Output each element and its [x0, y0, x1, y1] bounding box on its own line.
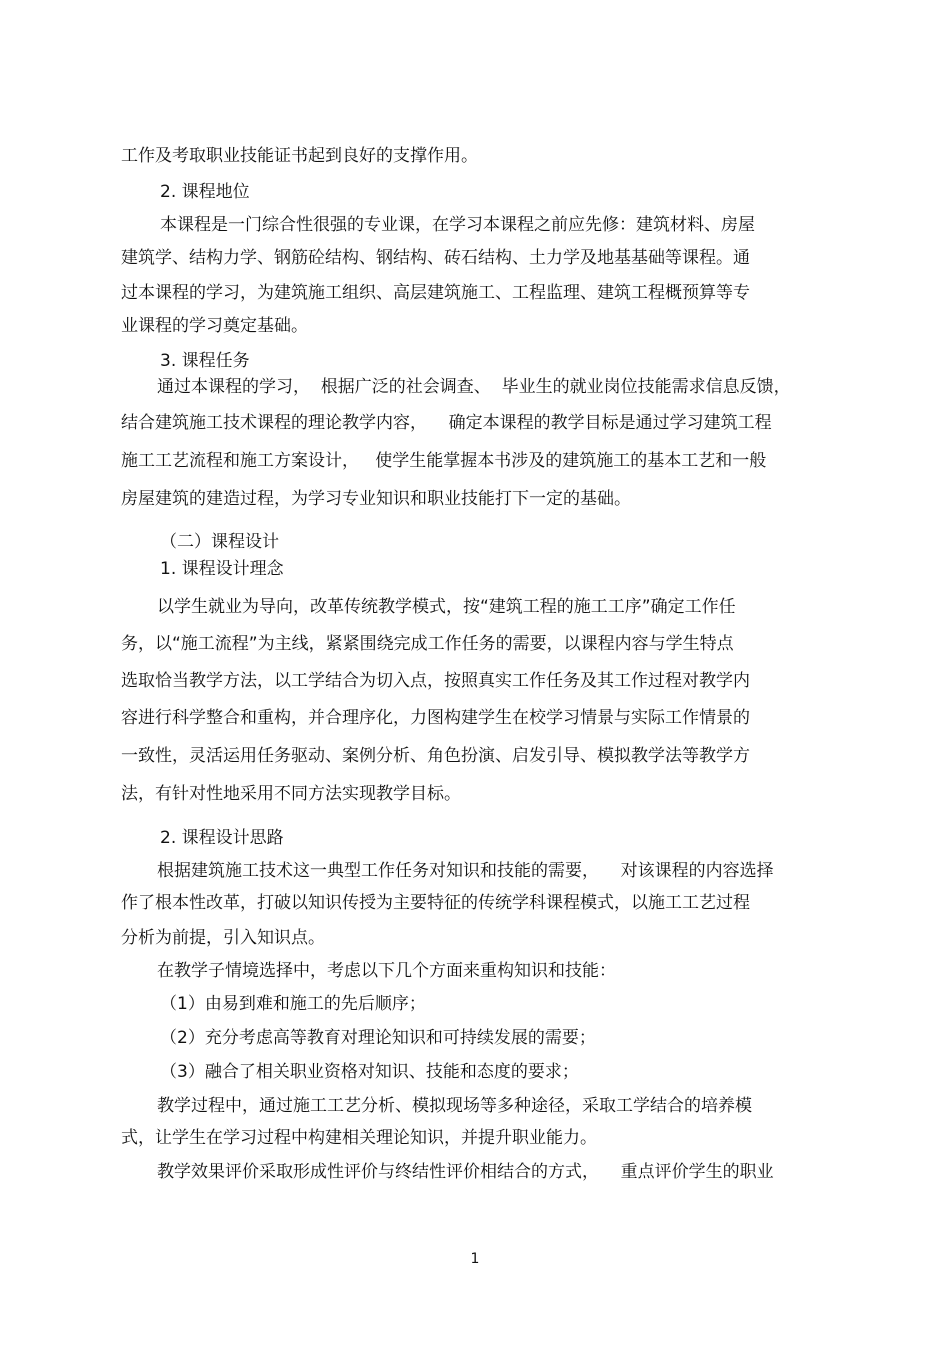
list-item: （1）由易到难和施工的先后顺序；	[160, 994, 426, 1014]
text-line: 作了根本性改革，打破以知识传授为主要特征的传统学科课程模式，以施工工艺过程	[121, 893, 750, 913]
text-line: 房屋建筑的建造过程，为学习专业知识和职业技能打下一定的基础。	[121, 489, 631, 509]
text-line: 法，有针对性地采用不同方法实现教学目标。	[121, 784, 461, 804]
section-heading: 1. 课程设计理念	[160, 559, 284, 579]
text-line: 选取恰当教学方法，以工学结合为切入点，按照真实工作任务及其工作过程对教学内	[121, 671, 750, 691]
text-line: 在教学子情境选择中，考虑以下几个方面来重构知识和技能：	[157, 961, 616, 981]
text-line: 容进行科学整合和重构，并合理序化，力图构建学生在校学习情景与实际工作情景的	[121, 708, 750, 728]
text-line: 工作及考取职业技能证书起到良好的支撑作用。	[121, 146, 478, 166]
section-heading: （二）课程设计	[160, 532, 279, 552]
text-line: 施工工艺流程和施工方案设计， 使学生能掌握本书涉及的建筑施工的基本工艺和一般	[121, 451, 767, 471]
text-line: 建筑学、结构力学、钢筋砼结构、钢结构、砖石结构、土力学及地基基础等课程。通	[121, 248, 750, 268]
text-line: 务，以“施工流程”为主线，紧紧围绕完成工作任务的需要，以课程内容与学生特点	[121, 634, 734, 654]
text-line: 式，让学生在学习过程中构建相关理论知识，并提升职业能力。	[121, 1128, 597, 1148]
section-heading: 2. 课程地位	[160, 182, 250, 202]
text-line: 过本课程的学习，为建筑施工组织、高层建筑施工、工程监理、建筑工程概预算等专	[121, 283, 750, 303]
text-line: 根据建筑施工技术这一典型工作任务对知识和技能的需要， 对该课程的内容选择	[157, 861, 774, 881]
text-line: 分析为前提，引入知识点。	[121, 928, 325, 948]
text-line: 业课程的学习奠定基础。	[121, 316, 308, 336]
section-heading: 3. 课程任务	[160, 351, 250, 371]
text-line: 一致性，灵活运用任务驱动、案例分析、角色扮演、启发引导、模拟教学法等教学方	[121, 746, 750, 766]
list-item: （3）融合了相关职业资格对知识、技能和态度的要求；	[160, 1062, 579, 1082]
text-line: 结合建筑施工技术课程的理论教学内容， 确定本课程的教学目标是通过学习建筑工程	[121, 413, 772, 433]
page-number: 1	[470, 1251, 480, 1267]
text-line: 本课程是一门综合性很强的专业课，在学习本课程之前应先修：建筑材料、房屋	[160, 215, 755, 235]
text-line: 以学生就业为导向，改革传统教学模式，按“建筑工程的施工工序”确定工作任	[157, 597, 736, 617]
text-line: 教学效果评价采取形成性评价与终结性评价相结合的方式， 重点评价学生的职业	[157, 1162, 774, 1182]
list-item: （2）充分考虑高等教育对理论知识和可持续发展的需要；	[160, 1028, 596, 1048]
text-line: 教学过程中，通过施工工艺分析、模拟现场等多种途径，采取工学结合的培养模	[157, 1096, 752, 1116]
text-line: 通过本课程的学习， 根据广泛的社会调查、 毕业生的就业岗位技能需求信息反馈，	[157, 377, 791, 397]
section-heading: 2. 课程设计思路	[160, 828, 284, 848]
